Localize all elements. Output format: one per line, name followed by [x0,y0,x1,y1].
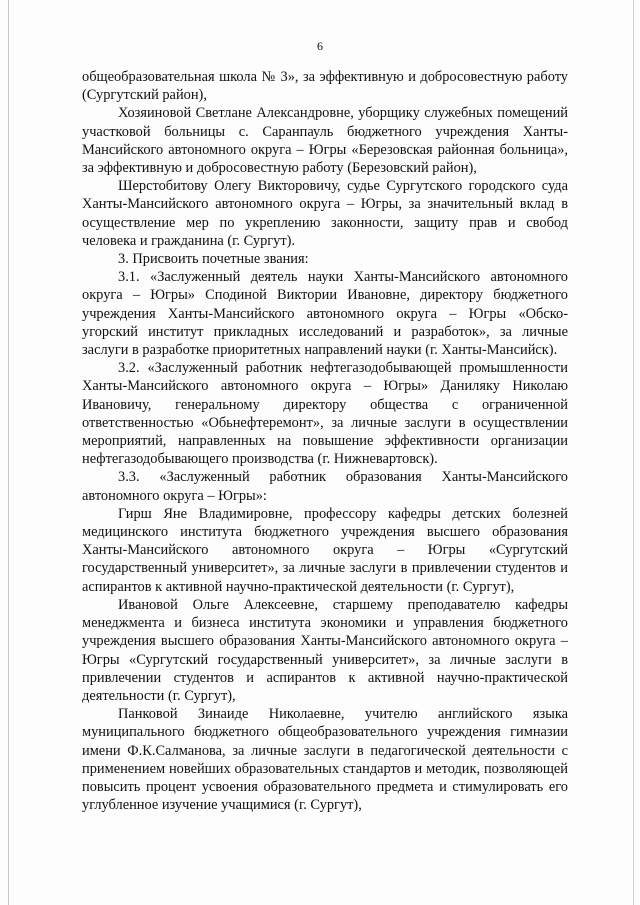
paragraph-3-3: 3.3. «Заслуженный работник образования Ханты-Мансийского автономного округа – Югры»: [82,469,568,504]
paragraph-3-2: 3.2. «Заслуженный работник нефтегазодобывающей промышленности Ханты-Мансийского автономного округа – Югры» Даниляку Николаю Ивановичу, генеральному директору общества с ограниченной ответственностью «Обьнефтеремонт», за личные заслуги в осуществлении мероприятий, направленных на повышение эффективности организации нефтегазодобывающего производства (г. Нижневартовск). [82,360,568,468]
paragraph-ivanova: Ивановой Ольге Алексеевне, старшему преподавателю кафедры менеджмента и бизнеса института экономики и управления бюджетного учреждения высшего образования Ханты-Мансийского автономного округа – Югры «Сургутский государственный университет», за личные заслуги в привлечении студентов и аспирантов к активной научно-практической деятельности (г. Сургут), [82,596,568,704]
page-number: 6 [317,39,323,53]
paragraph-girsh: Гирш Яне Владимировне, профессору кафедры детских болезней медицинского института бюджетного учреждения высшего образования Ханты-Мансийского автономного округа – Югры «Сургутский государственный университет», за личные заслуги в привлечении студентов и аспирантов к активной научно-практической деятельности (г. Сургут), [82,505,568,595]
paragraph-continuation: общеобразовательная школа № 3», за эффективную и добросовестную работу (Сургутский район), [82,69,568,104]
paragraph-pankova: Панковой Зинаиде Николаевне, учителю английского языка муниципального бюджетного общеобразовательного учреждения гимназии имени Ф.К.Салманова, за личные заслуги в педагогической деятельности с применением новейших образовательных стандартов и методик, позволяющей повысить процент усвоения образовательного предмета и стимулировать его углубленное изучение учащимися (г. Сургут), [82,706,568,814]
scan-edge-right [633,0,634,905]
scan-edge-left [8,0,9,905]
paragraph-khozyainova: Хозяиновой Светлане Александровне, уборщику служебных помещений участковой больницы с. Саранпауль бюджетного учреждения Ханты-Мансийского автономного округа – Югры «Березовская районная больница», за эффективную и добросовестную работу (Березовский район), [82,105,568,177]
paragraph-3-1: 3.1. «Заслуженный деятель науки Ханты-Мансийского автономного округа – Югры» Сподиной Виктории Ивановне, директору бюджетного учреждения Ханты-Мансийского автономного округа – Югры «Обско-угорский институт прикладных исследований и разработок», за личные заслуги в разработке приоритетных направлений науки (г. Ханты-Мансийск). [82,269,568,359]
document-body [82,68,568,814]
paragraph-section-3: 3. Присвоить почетные звания: [118,251,309,268]
paragraph-sherstobitov: Шерстобитову Олегу Викторовичу, судье Сургутского городского суда Ханты-Мансийского автономного округа – Югры, за значительный вклад в осуществление мер по укреплению законности, защиту прав и свобод человека и гражданина (г. Сургут). [82,178,568,249]
